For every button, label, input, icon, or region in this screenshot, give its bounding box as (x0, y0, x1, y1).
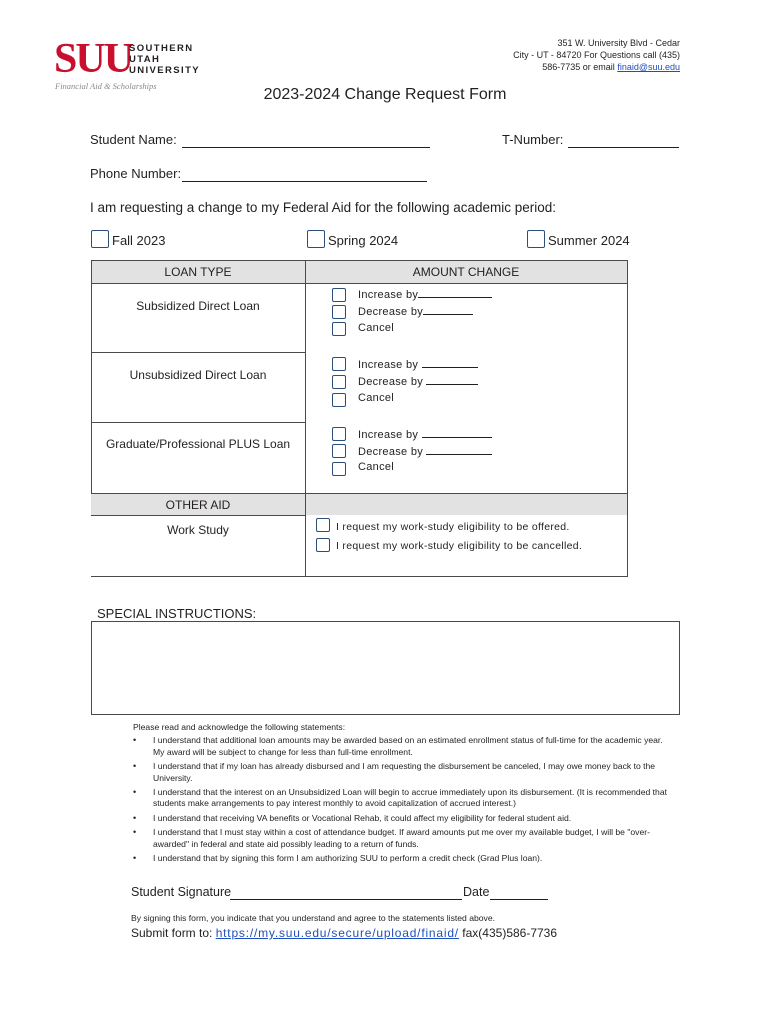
subsidized-increase-label: Increase by (358, 289, 419, 301)
table-row-divider (91, 422, 306, 423)
acknowledgement-item: • I understand that I must stay within a cost of attendance budget. If award amounts put me over my available budget, I will be "over- awarded" in federal and state aid possibly leading to a return of funds. (133, 827, 673, 850)
signature-field[interactable] (230, 887, 462, 900)
subsidized-decrease-label: Decrease by (358, 306, 424, 318)
acknowledgement-item: • I understand that if my loan has already disbursed and I am requesting the disbursement be canceled, I may owe money back to the University. (133, 761, 673, 784)
summer-2024-label: Summer 2024 (548, 233, 630, 248)
page-title: 2023-2024 Change Request Form (263, 86, 507, 103)
fall-2023-checkbox[interactable] (91, 230, 109, 248)
university-name (129, 43, 200, 76)
work-study-offer-checkbox[interactable] (316, 518, 330, 532)
unsubsidized-decrease-checkbox[interactable] (332, 375, 346, 389)
phone-number-field[interactable] (182, 169, 427, 182)
submit-prefix: Submit form to: (131, 926, 216, 940)
table-row-divider (91, 515, 306, 516)
plus-decrease-amount[interactable] (426, 444, 492, 455)
table-row-divider (91, 283, 628, 284)
signing-note: By signing this form, you indicate that you understand and agree to the statements listed above. (131, 913, 496, 923)
acknowledgement-item: • I understand that by signing this form I am authorizing SUU to perform a credit check (Grad Plus loan). (133, 853, 673, 864)
summer-2024-checkbox[interactable] (527, 230, 545, 248)
unsubsidized-cancel-label: Cancel (358, 392, 395, 404)
plus-decrease-label: Decrease by (358, 446, 424, 458)
special-instructions-label: SPECIAL INSTRUCTIONS: (97, 606, 257, 621)
student-name-field[interactable] (182, 135, 430, 148)
work-study-offer-label: I request my work-study eligibility to be offered. (336, 521, 570, 533)
table-column-divider (305, 260, 306, 577)
address-line1: 351 W. University Blvd - Cedar (557, 38, 680, 48)
signature-label: Student Signature (131, 885, 232, 899)
amount-change-header: AMOUNT CHANGE (412, 265, 520, 279)
other-aid-header: OTHER AID (165, 498, 231, 512)
unsubsidized-decrease-amount[interactable] (426, 374, 478, 385)
subsidized-decrease-amount[interactable] (423, 304, 473, 315)
work-study-label: Work Study (167, 523, 229, 537)
suu-logo: SUU (54, 36, 133, 82)
table-border-bottom (91, 576, 628, 577)
student-name-label: Student Name: (90, 132, 177, 147)
submit-instructions (131, 926, 557, 940)
subsidized-increase-checkbox[interactable] (332, 288, 346, 302)
university-name-line2: UTAH (129, 54, 161, 65)
unsubsidized-increase-amount[interactable] (422, 357, 478, 368)
loan-type-header: LOAN TYPE (164, 265, 232, 279)
plus-increase-label: Increase by (358, 429, 419, 441)
acknowledgement-item: • I understand that receiving VA benefits or Vocational Rehab, it could affect my eligibility for federal student aid. (133, 813, 673, 824)
spring-2024-checkbox[interactable] (307, 230, 325, 248)
plus-decrease-checkbox[interactable] (332, 444, 346, 458)
plus-loan-label: Graduate/Professional PLUS Loan (105, 437, 291, 451)
department-tagline: Financial Aid & Scholarships (55, 81, 157, 91)
contact-address (500, 37, 680, 73)
subsidized-cancel-checkbox[interactable] (332, 322, 346, 336)
subsidized-cancel-label: Cancel (358, 322, 395, 334)
table-row-divider (91, 493, 628, 494)
subsidized-decrease-checkbox[interactable] (332, 305, 346, 319)
subsidized-increase-amount[interactable] (418, 287, 492, 298)
spring-2024-label: Spring 2024 (328, 233, 399, 248)
fall-2023-label: Fall 2023 (112, 233, 166, 248)
special-instructions-textarea[interactable] (91, 621, 680, 715)
unsubsidized-increase-checkbox[interactable] (332, 357, 346, 371)
subsidized-loan-label: Subsidized Direct Loan (136, 299, 260, 313)
table-border-top (91, 260, 628, 261)
acknowledgement-intro: Please read and acknowledge the following statements: (133, 722, 346, 732)
address-line2: City - UT - 84720 For Questions call (435) (513, 50, 680, 60)
phone-number-label: Phone Number: (90, 166, 182, 181)
unsubsidized-cancel-checkbox[interactable] (332, 393, 346, 407)
table-border-right (627, 260, 628, 577)
table-row-divider (91, 352, 306, 353)
address-line3: 586-7735 or email (542, 62, 618, 72)
plus-increase-amount[interactable] (422, 427, 492, 438)
plus-cancel-checkbox[interactable] (332, 462, 346, 476)
request-statement: I am requesting a change to my Federal Aid for the following academic period: (90, 200, 557, 215)
acknowledgement-section (133, 722, 673, 867)
email-link[interactable]: finaid@suu.edu (617, 62, 680, 72)
work-study-cancel-checkbox[interactable] (316, 538, 330, 552)
unsubsidized-loan-label: Unsubsidized Direct Loan (129, 368, 267, 382)
date-field[interactable] (490, 887, 548, 900)
work-study-cancel-label: I request my work-study eligibility to be cancelled. (336, 540, 583, 552)
unsubsidized-increase-label: Increase by (358, 359, 419, 371)
acknowledgement-list (133, 735, 673, 864)
upload-link[interactable]: https://my.suu.edu/secure/upload/finaid/ (215, 926, 459, 940)
unsubsidized-decrease-label: Decrease by (358, 376, 424, 388)
t-number-label: T-Number: (502, 132, 564, 147)
university-name-line1: SOUTHERN (129, 43, 194, 54)
fax-number: fax(435)586-7736 (462, 926, 558, 940)
plus-cancel-label: Cancel (358, 461, 395, 473)
acknowledgement-item: • I understand that the interest on an Unsubsidized Loan will begin to accrue immediately upon its disbursement. (It is recommended that students make arrangements to pay interest monthly to avoid capitalization of accrued interest.) (133, 787, 673, 810)
acknowledgement-item: • I understand that additional loan amounts may be awarded based on an estimated enrollment status of full-time for the academic year. My award will be subject to change for less than full-time enrollment. (133, 735, 673, 758)
t-number-field[interactable] (568, 135, 679, 148)
university-name-line3: UNIVERSITY (129, 65, 201, 76)
date-label: Date (463, 885, 490, 899)
plus-increase-checkbox[interactable] (332, 427, 346, 441)
